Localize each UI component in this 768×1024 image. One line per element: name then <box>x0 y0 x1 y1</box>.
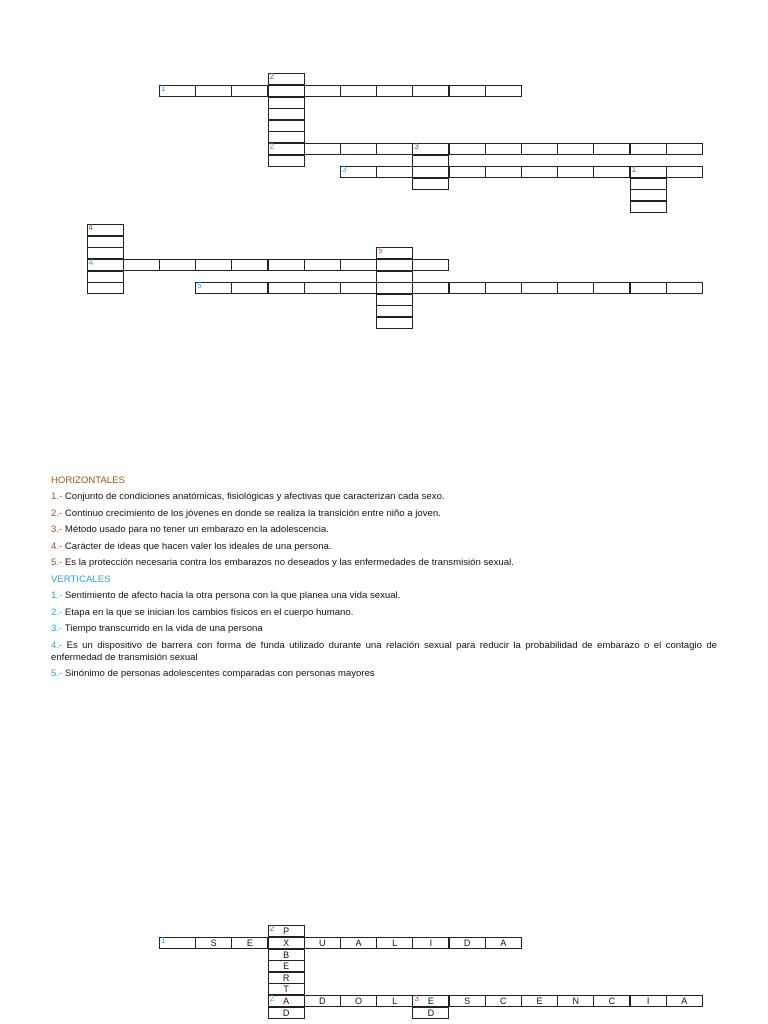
solution-letter: B <box>283 949 290 960</box>
clue-text: Es la protección necesaria contra los embarazos no deseados y las enfermedades de transmisión sexual. <box>62 557 514 569</box>
solution-letter: D <box>282 1007 290 1018</box>
clues-section <box>51 475 717 685</box>
solution-letter: C <box>608 996 616 1006</box>
solution-letter: A <box>355 938 362 948</box>
crossword-cell <box>340 937 377 949</box>
clue-h4 <box>51 541 717 553</box>
clue-number-label: 4 <box>88 223 94 233</box>
solution-letter: T <box>283 984 289 995</box>
solution-letter: A <box>283 996 290 1006</box>
solution-letter: O <box>354 996 362 1006</box>
crossword-cell <box>268 972 305 984</box>
clue-h1 <box>51 491 717 503</box>
clue-h2 <box>51 508 717 520</box>
solution-letter: I <box>429 938 433 948</box>
crossword-cell <box>268 995 305 1007</box>
crossword-cell <box>630 995 667 1007</box>
solution-letter: L <box>392 996 398 1006</box>
solution-letter: C <box>500 996 507 1006</box>
clue-number: 1.- <box>51 589 63 601</box>
solution-letter: S <box>210 938 217 948</box>
clue-h3 <box>51 524 717 536</box>
clue-number: 3.- <box>51 524 63 536</box>
crossword-cell <box>304 937 341 949</box>
clue-number-label: 2 <box>269 142 275 151</box>
clue-number: 5.- <box>51 668 63 680</box>
crossword-cell <box>412 937 449 949</box>
crossword-cell <box>449 995 486 1007</box>
horizontal-heading: HORIZONTALES <box>51 475 125 486</box>
vertical-heading: VERTICALES <box>51 573 111 585</box>
solution-letter: E <box>283 961 290 972</box>
clue-number-label: 2 <box>269 924 275 934</box>
solution-letter: E <box>536 996 543 1006</box>
crossword-cell <box>159 937 196 949</box>
crossword-cell <box>340 995 377 1007</box>
clue-number-label: 3 <box>414 994 419 1003</box>
solution-letter: E <box>246 938 253 948</box>
solution-letter: N <box>572 996 579 1006</box>
clue-number-label: 2 <box>269 994 275 1003</box>
clue-text: Es un dispositivo de barrera con forma de funda utilizado durante una relación sexual para reducir la probabilidad de embarazo o el contagio de enfermedad de transmisión sexual <box>51 639 717 663</box>
crossword-cell <box>485 995 522 1007</box>
clue-h5 <box>51 557 717 569</box>
clue-text: Sinónimo de personas adolescentes comparadas con personas mayores <box>62 668 375 680</box>
crossword-cell <box>557 995 594 1007</box>
clue-number: 2.- <box>51 507 63 519</box>
crossword-cell <box>376 937 413 949</box>
solution-letter: A <box>681 996 688 1006</box>
clue-number-label: 3 <box>342 165 347 175</box>
clue-number-label: 5 <box>378 246 383 256</box>
clue-text: Continuo crecimiento de los jóvenes en donde se realiza la transición entre niño a joven. <box>62 507 441 519</box>
crossword-cell <box>268 1007 305 1019</box>
clue-number-label: 1 <box>631 165 637 175</box>
crossword-cell <box>521 995 558 1007</box>
clue-text: Carácter de ideas que hacen valer los ideales de una persona. <box>62 540 332 552</box>
clue-v3 <box>51 623 717 635</box>
clue-number: 4.- <box>51 639 63 651</box>
clue-number-label: 1 <box>161 84 166 93</box>
crossword-cell <box>593 995 630 1007</box>
solution-letter: R <box>282 972 290 983</box>
clue-number-label: 5 <box>197 281 202 291</box>
clue-number: 5.- <box>51 557 63 569</box>
clue-number-label: 3 <box>414 142 419 151</box>
solution-letter: X <box>283 938 290 948</box>
clue-v5 <box>51 668 717 680</box>
crossword-cell <box>449 937 486 949</box>
solution-letter: D <box>463 938 471 948</box>
solution-letter: L <box>392 938 398 948</box>
crossword-cell <box>268 937 305 949</box>
crossword-cell <box>268 960 305 972</box>
clue-text: Etapa en la que se inician los cambios físicos en el cuerpo humano. <box>62 606 354 618</box>
clue-text: Conjunto de condiciones anatómicas, fisiológicas y afectivas que caracterizan cada sexo. <box>62 491 445 502</box>
crossword-cell <box>268 925 305 937</box>
clue-number-label: 4 <box>88 258 94 267</box>
crossword-cell <box>666 995 703 1007</box>
clue-number: 1.- <box>51 491 63 502</box>
crossword-cell <box>412 995 449 1007</box>
crossword-cell <box>268 949 305 961</box>
solution-letter: D <box>319 996 326 1006</box>
clue-number-label: 2 <box>269 72 275 82</box>
solution-letter: D <box>427 1007 435 1018</box>
solution-letter: P <box>283 926 290 937</box>
solution-letter: S <box>464 996 471 1006</box>
crossword-cell <box>195 937 232 949</box>
clue-number-label: 1 <box>161 936 166 945</box>
clue-number: 4.- <box>51 540 63 552</box>
clue-number: 3.- <box>51 623 63 635</box>
solution-letter: A <box>500 938 507 948</box>
crossword-cell <box>231 937 268 949</box>
clue-text: Método usado para no tener un embarazo en la adolescencia. <box>62 524 329 536</box>
clue-v4 <box>51 640 717 664</box>
crossword-cell <box>412 1007 449 1019</box>
solution-letter: E <box>427 996 434 1006</box>
solution-letter: I <box>646 996 650 1006</box>
clue-v2 <box>51 607 717 619</box>
crossword-cell <box>485 937 522 949</box>
clue-number: 2.- <box>51 606 63 618</box>
clue-text: Tiempo transcurrido en la vida de una persona <box>62 623 263 635</box>
solution-letter: U <box>319 938 326 948</box>
clue-text: Sentimiento de afecto hacia la otra persona con la que planea una vida sexual. <box>62 589 401 601</box>
crossword-cell <box>304 995 341 1007</box>
clue-v1 <box>51 590 717 602</box>
crossword-cell <box>376 995 413 1007</box>
